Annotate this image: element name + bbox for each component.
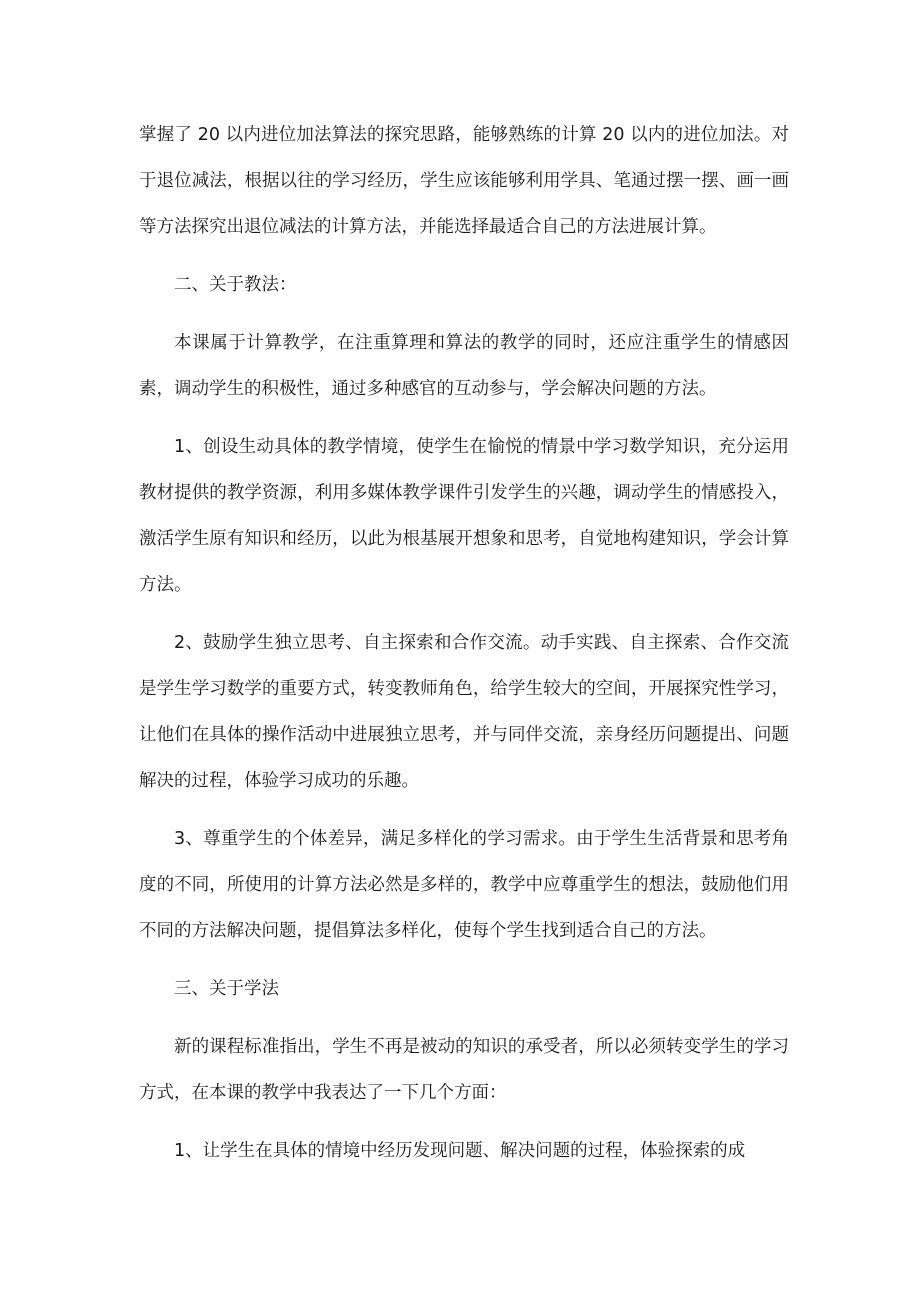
section-heading-teaching-method: 二、关于教法： bbox=[174, 275, 297, 295]
paragraph-teaching-point-1: 1、创设生动具体的教学情境，使学生在愉悦的情景中学习数学知识，充分运用教材提供的教学资源，利用多媒体教学课件引发学生的兴趣，调动学生的情感投入，激活学生原有知识和经历，以此为根基展开想象和思考，自觉地构建知识，学会计算方法。 bbox=[139, 437, 789, 595]
paragraph-teaching-method-intro: 本课属于计算教学，在注重算理和算法的教学的同时，还应注重学生的情感因素，调动学生的积极性，通过多种感官的互动参与，学会解决问题的方法。 bbox=[139, 333, 789, 399]
paragraph-learning-point-1: 1、让学生在具体的情境中经历发现问题、解决问题的过程，体验探索的成 bbox=[174, 1141, 746, 1161]
paragraph-teaching-point-3: 3、尊重学生的个体差异，满足多样化的学习需求。由于学生生活背景和思考角度的不同，所使用的计算方法必然是多样的，教学中应尊重学生的想法，鼓励他们用不同的方法解决问题，提倡算法多样化，使每个学生找到适合自己的方法。 bbox=[139, 829, 789, 941]
paragraph-continuation: 掌握了 20 以内进位加法算法的探究思路，能够熟练的计算 20 以内的进位加法。对于退位减法，根据以往的学习经历，学生应该能够利用学具、笔通过摆一摆、画一画等方法探究出退位减法的计算方法，并能选择最适合自己的方法进展计算。 bbox=[139, 125, 789, 237]
paragraph-teaching-point-2: 2、鼓励学生独立思考、自主探索和合作交流。动手实践、自主探索、合作交流是学生学习数学的重要方式，转变教师角色，给学生较大的空间，开展探究性学习，让他们在具体的操作活动中进展独立思考，并与同伴交流，亲身经历问题提出、问题解决的过程，体验学习成功的乐趣。 bbox=[139, 633, 789, 791]
section-heading-learning-method: 三、关于学法 bbox=[174, 979, 279, 999]
paragraph-learning-method-intro: 新的课程标准指出，学生不再是被动的知识的承受者，所以必须转变学生的学习方式，在本课的教学中我表达了一下几个方面： bbox=[139, 1037, 789, 1103]
document-body bbox=[139, 112, 789, 1186]
